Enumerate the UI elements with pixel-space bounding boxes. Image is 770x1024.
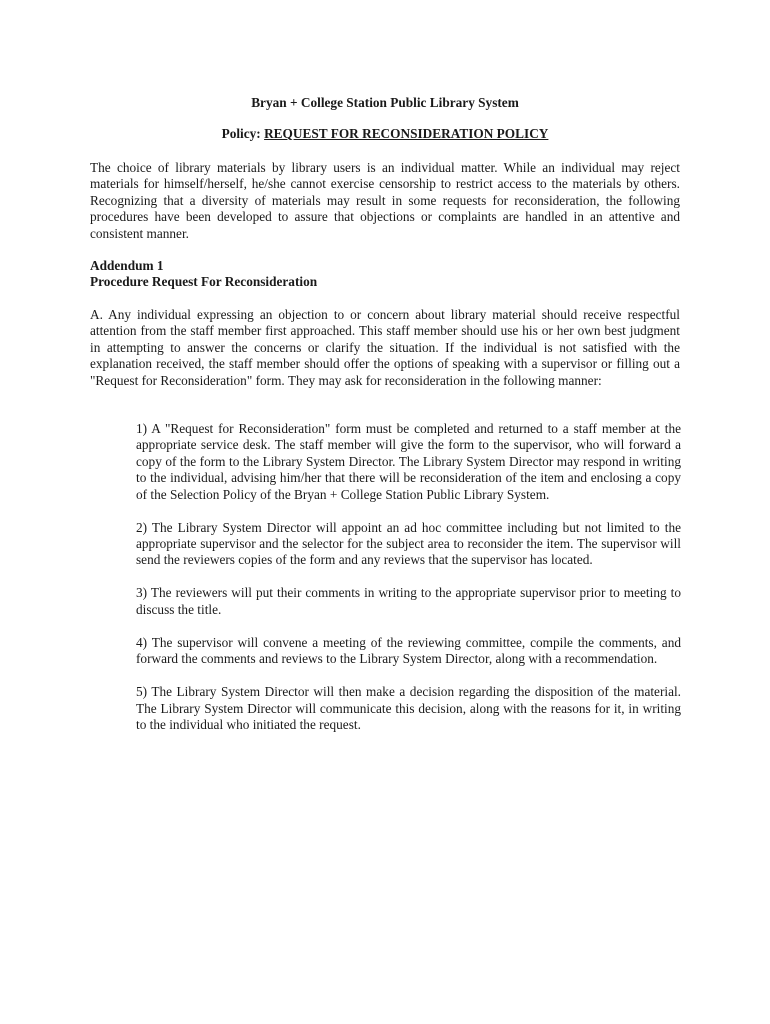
addendum-title: Procedure Request For Reconsideration — [90, 274, 318, 290]
procedure-step: 1) A "Request for Reconsideration" form must be completed and returned to a staff member at the appropriate service desk. The staff member will give the form to the supervisor, who will forward a copy of the form to the Library System Director. The Library System Director may respond in writing to the individual, advising him/her that there will be reconsideration of the item and enclosing a copy of the Selection Policy of the Bryan + College Station Public Library System. — [136, 421, 681, 502]
policy-heading — [0, 126, 770, 142]
section-a-paragraph: A. Any individual expressing an objection to or concern about library material should receive respectful attention from the staff member first approached. This staff member should use his or her own best judgment in attempting to answer the concerns or clarify the situation. If the individual is not satisfied with the explanation received, the staff member should offer the options of speaking with a supervisor or filling out a "Request for Reconsideration" form. They may ask for reconsideration in the following manner: — [90, 307, 680, 388]
intro-paragraph: The choice of library materials by library users is an individual matter. While an individual may reject materials for himself/herself, he/she cannot exercise censorship to restrict access to the materials by others. Recognizing that a diversity of materials may result in some requests for reconsideration, the following procedures have been developed to assure that objections or complaints are handled in an attentive and consistent manner. — [90, 160, 680, 241]
procedure-steps-list — [136, 421, 681, 750]
procedure-step: 2) The Library System Director will appoint an ad hoc committee including but not limited to the appropriate supervisor and the selector for the subject area to reconsider the item. The supervisor will send the reviewers copies of the form and any reviews that the supervisor has located. — [136, 519, 681, 568]
procedure-step: 4) The supervisor will convene a meeting of the reviewing committee, compile the comments, and forward the comments and reviews to the Library System Director, along with a recommendation. — [136, 634, 681, 667]
addendum-heading — [90, 258, 680, 291]
procedure-step: 3) The reviewers will put their comments in writing to the appropriate supervisor prior to meeting to discuss the title. — [136, 585, 681, 617]
policy-label: Policy: — [221, 126, 261, 141]
addendum-number: Addendum 1 — [90, 258, 164, 273]
document-title: Bryan + College Station Public Library System — [251, 95, 519, 110]
policy-name: REQUEST FOR RECONSIDERATION POLICY — [264, 126, 549, 141]
procedure-step: 5) The Library System Director will then make a decision regarding the disposition of the material. The Library System Director will communicate this decision, along with the reasons for it, in writing to the individual who initiated the request. — [136, 684, 681, 733]
